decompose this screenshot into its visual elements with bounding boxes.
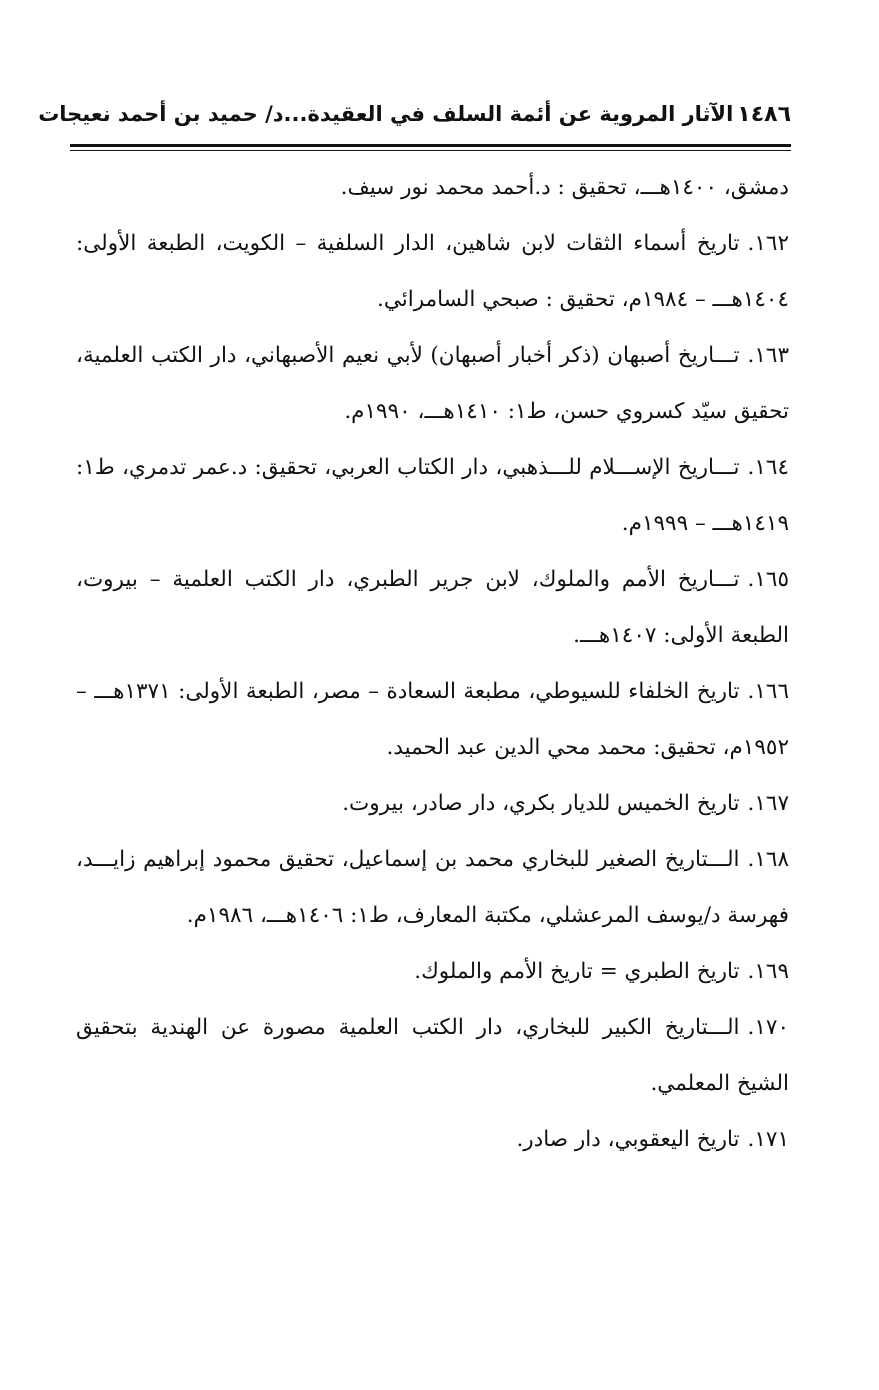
entry-text: دمشق، ١٤٠٠هـــ، تحقيق : د.أحمد محمد نور سيف. xyxy=(340,175,789,200)
entry-text: تـــاريخ الأمم والملوك، لابن جرير الطبري، دار الكتب العلمية – بيروت، الطبعة الأولى: ١٤٠٧هـــ. xyxy=(76,567,789,648)
entry-text: تـــاريخ أصبهان (ذكر أخبار أصبهان) لأبي نعيم الأصبهاني، دار الكتب العلمية، تحقيق سيّد كسروي حسن، ط١: ١٤١٠هـــ، ١٩٩٠م. xyxy=(76,343,789,424)
entry-text: تاريخ الطبري = تاريخ الأمم والملوك. xyxy=(414,959,740,984)
header-rule-thick xyxy=(70,144,791,147)
bibliography-entry-166 xyxy=(76,664,789,776)
bibliography-entry-169 xyxy=(76,944,789,1000)
bibliography-entry-171 xyxy=(76,1112,789,1168)
entry-text: تاريخ اليعقوبي، دار صادر. xyxy=(516,1127,740,1152)
bibliography-entry-162 xyxy=(76,216,789,328)
header-rule-thin xyxy=(70,150,791,151)
entry-number: ١٦٨. xyxy=(747,847,789,872)
entry-text: الـــتاريخ الكبير للبخاري، دار الكتب العلمية مصورة عن الهندية بتحقيق الشيخ المعلمي. xyxy=(76,1015,789,1096)
page-header xyxy=(38,92,791,136)
entry-text: الـــتاريخ الصغير للبخاري محمد بن إسماعيل، تحقيق محمود إبراهيم زايـــد، فهرسة د/يوسف المرعشلي، مكتبة المعارف، ط١: ١٤٠٦هـــ، ١٩٨٦م. xyxy=(76,847,789,928)
bibliography-entry-164 xyxy=(76,440,789,552)
bibliography-entry-167 xyxy=(76,776,789,832)
entry-text: تـــاريخ الإســـلام للـــذهبي، دار الكتاب العربي، تحقيق: د.عمر تدمري، ط١: ١٤١٩هـــ – ١٩٩٩م. xyxy=(76,455,789,536)
entry-text: تاريخ الخلفاء للسيوطي، مطبعة السعادة – مصر، الطبعة الأولى: ١٣٧١هـــ – ١٩٥٢م، تحقيق: محمد محي الدين عبد الحميد. xyxy=(76,679,789,760)
entry-number: ١٧١. xyxy=(747,1127,789,1152)
bibliography-entry-170 xyxy=(76,1000,789,1112)
bibliography-entry-165 xyxy=(76,552,789,664)
entry-number: ١٦٦. xyxy=(747,679,789,704)
entry-text: تاريخ أسماء الثقات لابن شاهين، الدار السلفية – الكويت، الطبعة الأولى: ١٤٠٤هـــ – ١٩٨٤م، تحقيق : صبحي السامرائي. xyxy=(76,231,789,312)
entry-number: ١٦٢. xyxy=(747,231,789,256)
entry-number: ١٦٧. xyxy=(747,791,789,816)
entry-number: ١٧٠. xyxy=(747,1015,789,1040)
entry-number: ١٦٩. xyxy=(747,959,789,984)
bibliography-list xyxy=(76,160,789,1168)
page-number: ١٤٨٦ xyxy=(737,101,791,127)
bibliography-entry-continuation xyxy=(76,160,789,216)
running-title: الآثار المروية عن أئمة السلف في العقيدة...د/ حميد بن أحمد نعيجات xyxy=(38,102,734,126)
entry-number: ١٦٥. xyxy=(747,567,789,592)
bibliography-entry-163 xyxy=(76,328,789,440)
entry-number: ١٦٣. xyxy=(747,343,789,368)
entry-number: ١٦٤. xyxy=(747,455,789,480)
bibliography-entry-168 xyxy=(76,832,789,944)
entry-text: تاريخ الخميس للديار بكري، دار صادر، بيروت. xyxy=(342,791,740,816)
